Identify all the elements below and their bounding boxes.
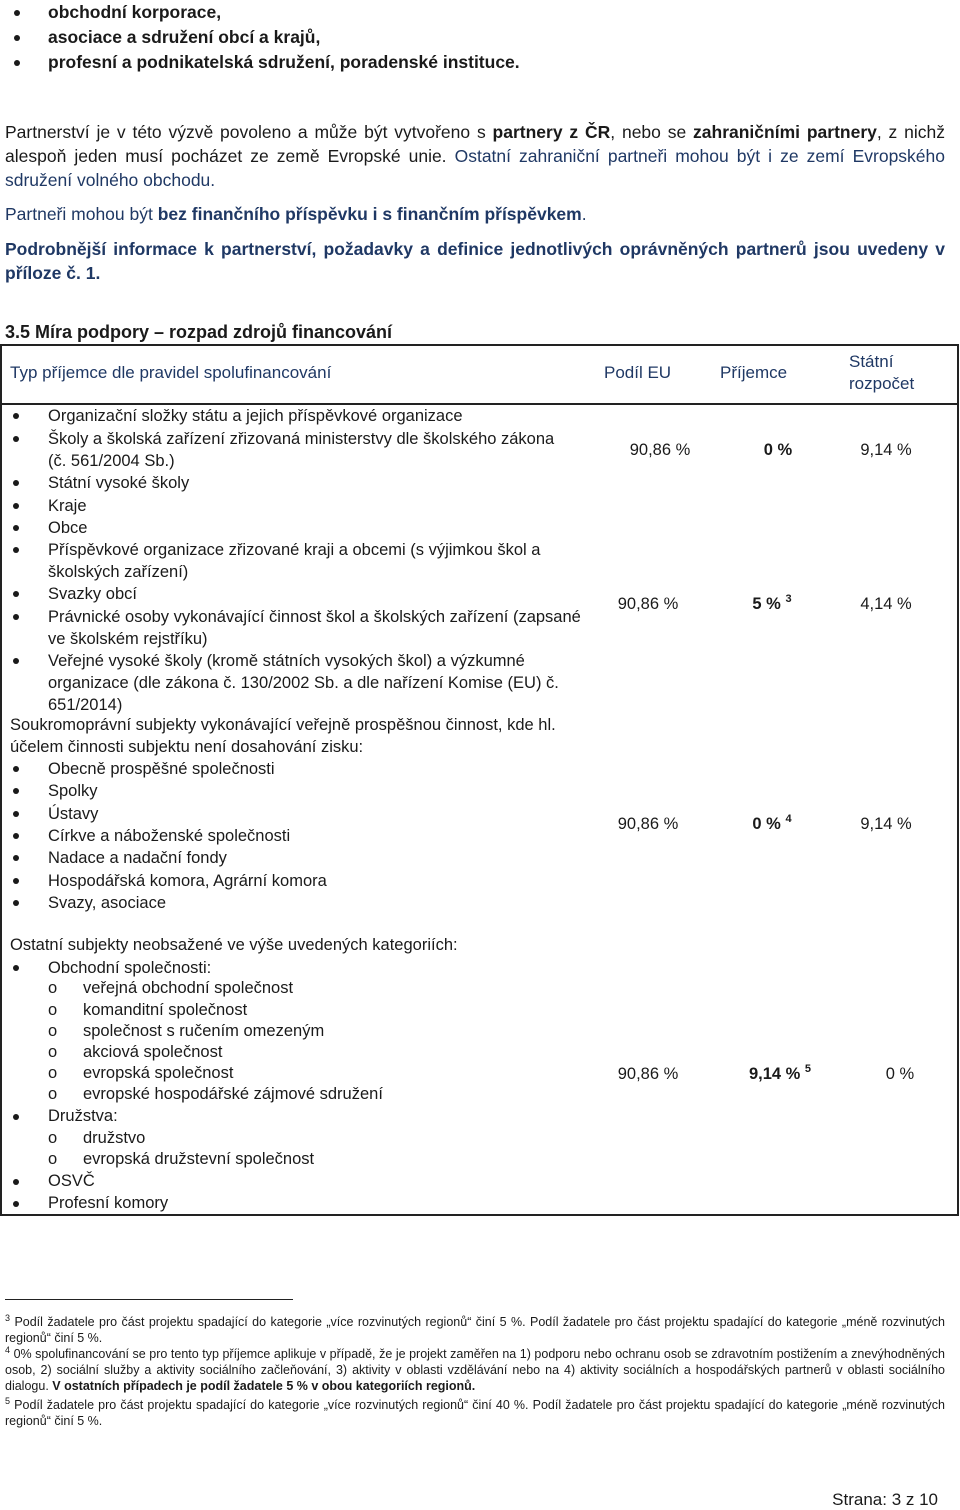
recipient-value: 5 % bbox=[752, 595, 781, 613]
table-border-top bbox=[0, 344, 959, 346]
bullet-icon bbox=[14, 35, 20, 41]
bullet-icon bbox=[13, 1114, 19, 1120]
details-paragraph: Podrobnější informace k partnerství, požadavky a definice jednotlivých oprávněných partnerů jsou uvedeny v příloze č. 1. bbox=[5, 239, 945, 283]
sub-marker: o bbox=[48, 1150, 58, 1168]
text-bold: zahraničními partnery bbox=[693, 122, 877, 142]
bullet-icon bbox=[13, 436, 19, 442]
bullet-icon bbox=[13, 833, 19, 839]
text: . bbox=[581, 204, 587, 224]
partnership-paragraph bbox=[5, 120, 945, 192]
list-item bbox=[8, 50, 520, 75]
text: Partnerství je v této výzvě povoleno a může být vytvořeno s bbox=[5, 122, 493, 142]
header-eu: Podíl EU bbox=[604, 363, 672, 382]
sub-item: akciová společnost bbox=[83, 1043, 223, 1061]
bullet-icon bbox=[13, 1179, 19, 1185]
table-border-right bbox=[957, 344, 959, 1216]
list-item: Obchodní společnosti: bbox=[48, 959, 212, 977]
state-share: 0 % bbox=[885, 1065, 915, 1083]
footnote-ref: 3 bbox=[785, 593, 792, 605]
bullet-icon bbox=[13, 1201, 19, 1207]
section-heading: 3.5 Míra podpory – rozpad zdrojů financování bbox=[5, 322, 393, 342]
sub-marker: o bbox=[48, 1085, 58, 1103]
row-intro: Soukromoprávní subjekty vykonávající veřejně prospěšnou činnost, kde hl. účelem činnosti subjektu není dosahování zisku: bbox=[10, 716, 556, 756]
sub-marker: o bbox=[48, 1043, 58, 1061]
header-recipient: Příjemce bbox=[720, 363, 788, 382]
list-item: Obce bbox=[48, 519, 88, 537]
list-item: Právnické osoby vykonávající činnost škol a školských zařízení (zapsané ve školském rejstříku) bbox=[48, 608, 581, 648]
text-bold: bez finančního příspěvku i s finančním příspěvkem bbox=[157, 204, 582, 224]
bullet-icon bbox=[13, 766, 19, 772]
bullet-icon bbox=[13, 878, 19, 884]
bullet-icon bbox=[13, 855, 19, 861]
recipient-share bbox=[728, 439, 828, 461]
header-type: Typ příjemce dle pravidel spolufinancování bbox=[10, 363, 332, 382]
eu-share: 90,86 % bbox=[617, 815, 679, 833]
page-number: Strana: 3 z 10 bbox=[832, 1490, 938, 1509]
table-border-left bbox=[0, 344, 2, 1216]
text-blue: Ostatní zahraniční partneři mohou být i ze zemí Evropského sdružení volného obchodu. bbox=[5, 146, 945, 190]
bullet-icon bbox=[13, 480, 19, 486]
bullet-icon bbox=[13, 525, 19, 531]
recipient-share bbox=[730, 1063, 830, 1087]
footnote-text: 0% spolufinancování se pro tento typ příjemce aplikuje v případě, že je projekt zaměřen na 1) podporu nebo ochranu osob se zdravotním postižením a znevýhodněných osob, 2) sociální služby a aktivity sociálního začleňování, 3) aktivity v oblasti vzdělávání nebo na 4) aktivity sociálních a hospodářských partnerů v oblasti sociálního dialogu. bbox=[5, 1347, 945, 1394]
list-item-text: asociace a sdružení obcí a krajů, bbox=[48, 27, 321, 47]
sub-marker: o bbox=[48, 1064, 58, 1082]
text: Partneři mohou být bbox=[5, 204, 158, 224]
bullet-icon bbox=[13, 965, 19, 971]
sub-item: společnost s ručením omezeným bbox=[83, 1022, 325, 1040]
list-item: Církve a náboženské společnosti bbox=[48, 827, 291, 845]
list-item bbox=[8, 0, 520, 25]
sub-item: komanditní společnost bbox=[83, 1001, 248, 1019]
list-item: Družstva: bbox=[48, 1107, 118, 1125]
list-item: Svazky obcí bbox=[48, 585, 137, 603]
list-item: Ústavy bbox=[48, 805, 99, 823]
list-item: Svazy, asociace bbox=[48, 894, 166, 912]
footnote-separator bbox=[5, 1299, 293, 1300]
state-share: 4,14 % bbox=[860, 595, 912, 613]
bullet-icon bbox=[13, 614, 19, 620]
list-item-text: obchodní korporace, bbox=[48, 2, 222, 22]
bullet-icon bbox=[13, 591, 19, 597]
recipient-value: 9,14 % bbox=[748, 1065, 801, 1083]
header-state: Státní rozpočet bbox=[849, 352, 915, 393]
bullet-icon bbox=[14, 10, 20, 16]
text: , z nichž alespoň jeden musí pocházet ze země Evropské unie. bbox=[5, 122, 945, 166]
recipient-share bbox=[722, 593, 822, 617]
sub-item: evropská společnost bbox=[83, 1064, 234, 1082]
eu-share: 90,86 % bbox=[617, 1065, 679, 1083]
footnote-number: 3 bbox=[5, 1313, 11, 1323]
recipient-share bbox=[722, 813, 822, 837]
bullet-icon bbox=[13, 547, 19, 553]
sub-marker: o bbox=[48, 1129, 58, 1147]
footnote-4 bbox=[5, 1342, 945, 1394]
bullet-icon bbox=[13, 658, 19, 664]
list-item-text: profesní a podnikatelská sdružení, poradenské instituce. bbox=[48, 52, 520, 72]
bullet-icon bbox=[13, 413, 19, 419]
table-border-bottom bbox=[0, 1214, 959, 1216]
footnote-number: 4 bbox=[5, 1345, 11, 1355]
list-item: Kraje bbox=[48, 497, 87, 515]
list-item: Veřejné vysoké školy (kromě státních vysokých škol) a výzkumné organizace (dle zákona č. 130/2002 Sb. a dle nařízení Komise (EU) č. 651/2014) bbox=[48, 652, 559, 714]
eu-share: 90,86 % bbox=[629, 441, 691, 459]
sub-marker: o bbox=[48, 1022, 58, 1040]
footnote-ref: 5 bbox=[804, 1063, 812, 1075]
list-item: Obecně prospěšné společnosti bbox=[48, 760, 275, 778]
list-item: Hospodářská komora, Agrární komora bbox=[48, 872, 327, 890]
bullet-icon bbox=[13, 503, 19, 509]
bullet-icon bbox=[14, 60, 20, 66]
list-item: Spolky bbox=[48, 782, 98, 800]
list-item: Školy a školská zařízení zřizovaná ministerstvy dle školského zákona (č. 561/2004 Sb.) bbox=[48, 430, 555, 470]
footnote-text: Podíl žadatele pro část projektu spadající do kategorie „více rozvinutých regionů“ činí 5 %. Podíl žadatele pro část projektu spadající do kategorie „méně rozvinutých regionů“ činí 5 %. bbox=[5, 1315, 945, 1346]
sub-item: veřejná obchodní společnost bbox=[83, 979, 294, 997]
sub-item: družstvo bbox=[83, 1129, 146, 1147]
sub-marker: o bbox=[48, 979, 58, 997]
eu-share: 90,86 % bbox=[617, 595, 679, 613]
list-item: Organizační složky státu a jejich příspěvkové organizace bbox=[48, 407, 463, 425]
state-share: 9,14 % bbox=[860, 441, 912, 459]
recipient-value: 0 % bbox=[763, 441, 793, 459]
footnote-5 bbox=[5, 1393, 945, 1429]
list-item: Příspěvkové organizace zřizované kraji a obcemi (s výjimkou škol a školských zařízení) bbox=[48, 541, 541, 581]
sub-marker: o bbox=[48, 1001, 58, 1019]
list-item: Profesní komory bbox=[48, 1194, 169, 1212]
eligible-list bbox=[8, 0, 520, 75]
footnote-number: 5 bbox=[5, 1396, 11, 1406]
sub-item: evropská družstevní společnost bbox=[83, 1150, 315, 1168]
text-bold: partnery z ČR bbox=[492, 122, 611, 142]
partners-contribution-paragraph bbox=[5, 202, 945, 226]
row-intro: Ostatní subjekty neobsažené ve výše uvedených kategoriích: bbox=[10, 936, 458, 954]
list-item: Státní vysoké školy bbox=[48, 474, 190, 492]
state-share: 9,14 % bbox=[860, 815, 912, 833]
list-item bbox=[8, 25, 520, 50]
list-item: Nadace a nadační fondy bbox=[48, 849, 227, 867]
bullet-icon bbox=[13, 900, 19, 906]
footnote-ref: 4 bbox=[785, 813, 792, 825]
list-item: OSVČ bbox=[48, 1172, 95, 1190]
bullet-icon bbox=[13, 811, 19, 817]
footnote-text-bold: V ostatních případech je podíl žadatele 5 % v obou kategoriích regionů. bbox=[52, 1379, 476, 1394]
recipient-value: 0 % bbox=[752, 815, 781, 833]
sub-item: evropské hospodářské zájmové sdružení bbox=[83, 1085, 383, 1103]
footnote-3 bbox=[5, 1310, 945, 1346]
footnote-text: Podíl žadatele pro část projektu spadající do kategorie „více rozvinutých regionů“ činí 40 %. Podíl žadatele pro část projektu spadající do kategorie „méně rozvinutých regionů“ činí 5 %. bbox=[5, 1398, 945, 1429]
bullet-icon bbox=[13, 788, 19, 794]
text: , nebo se bbox=[610, 122, 694, 142]
